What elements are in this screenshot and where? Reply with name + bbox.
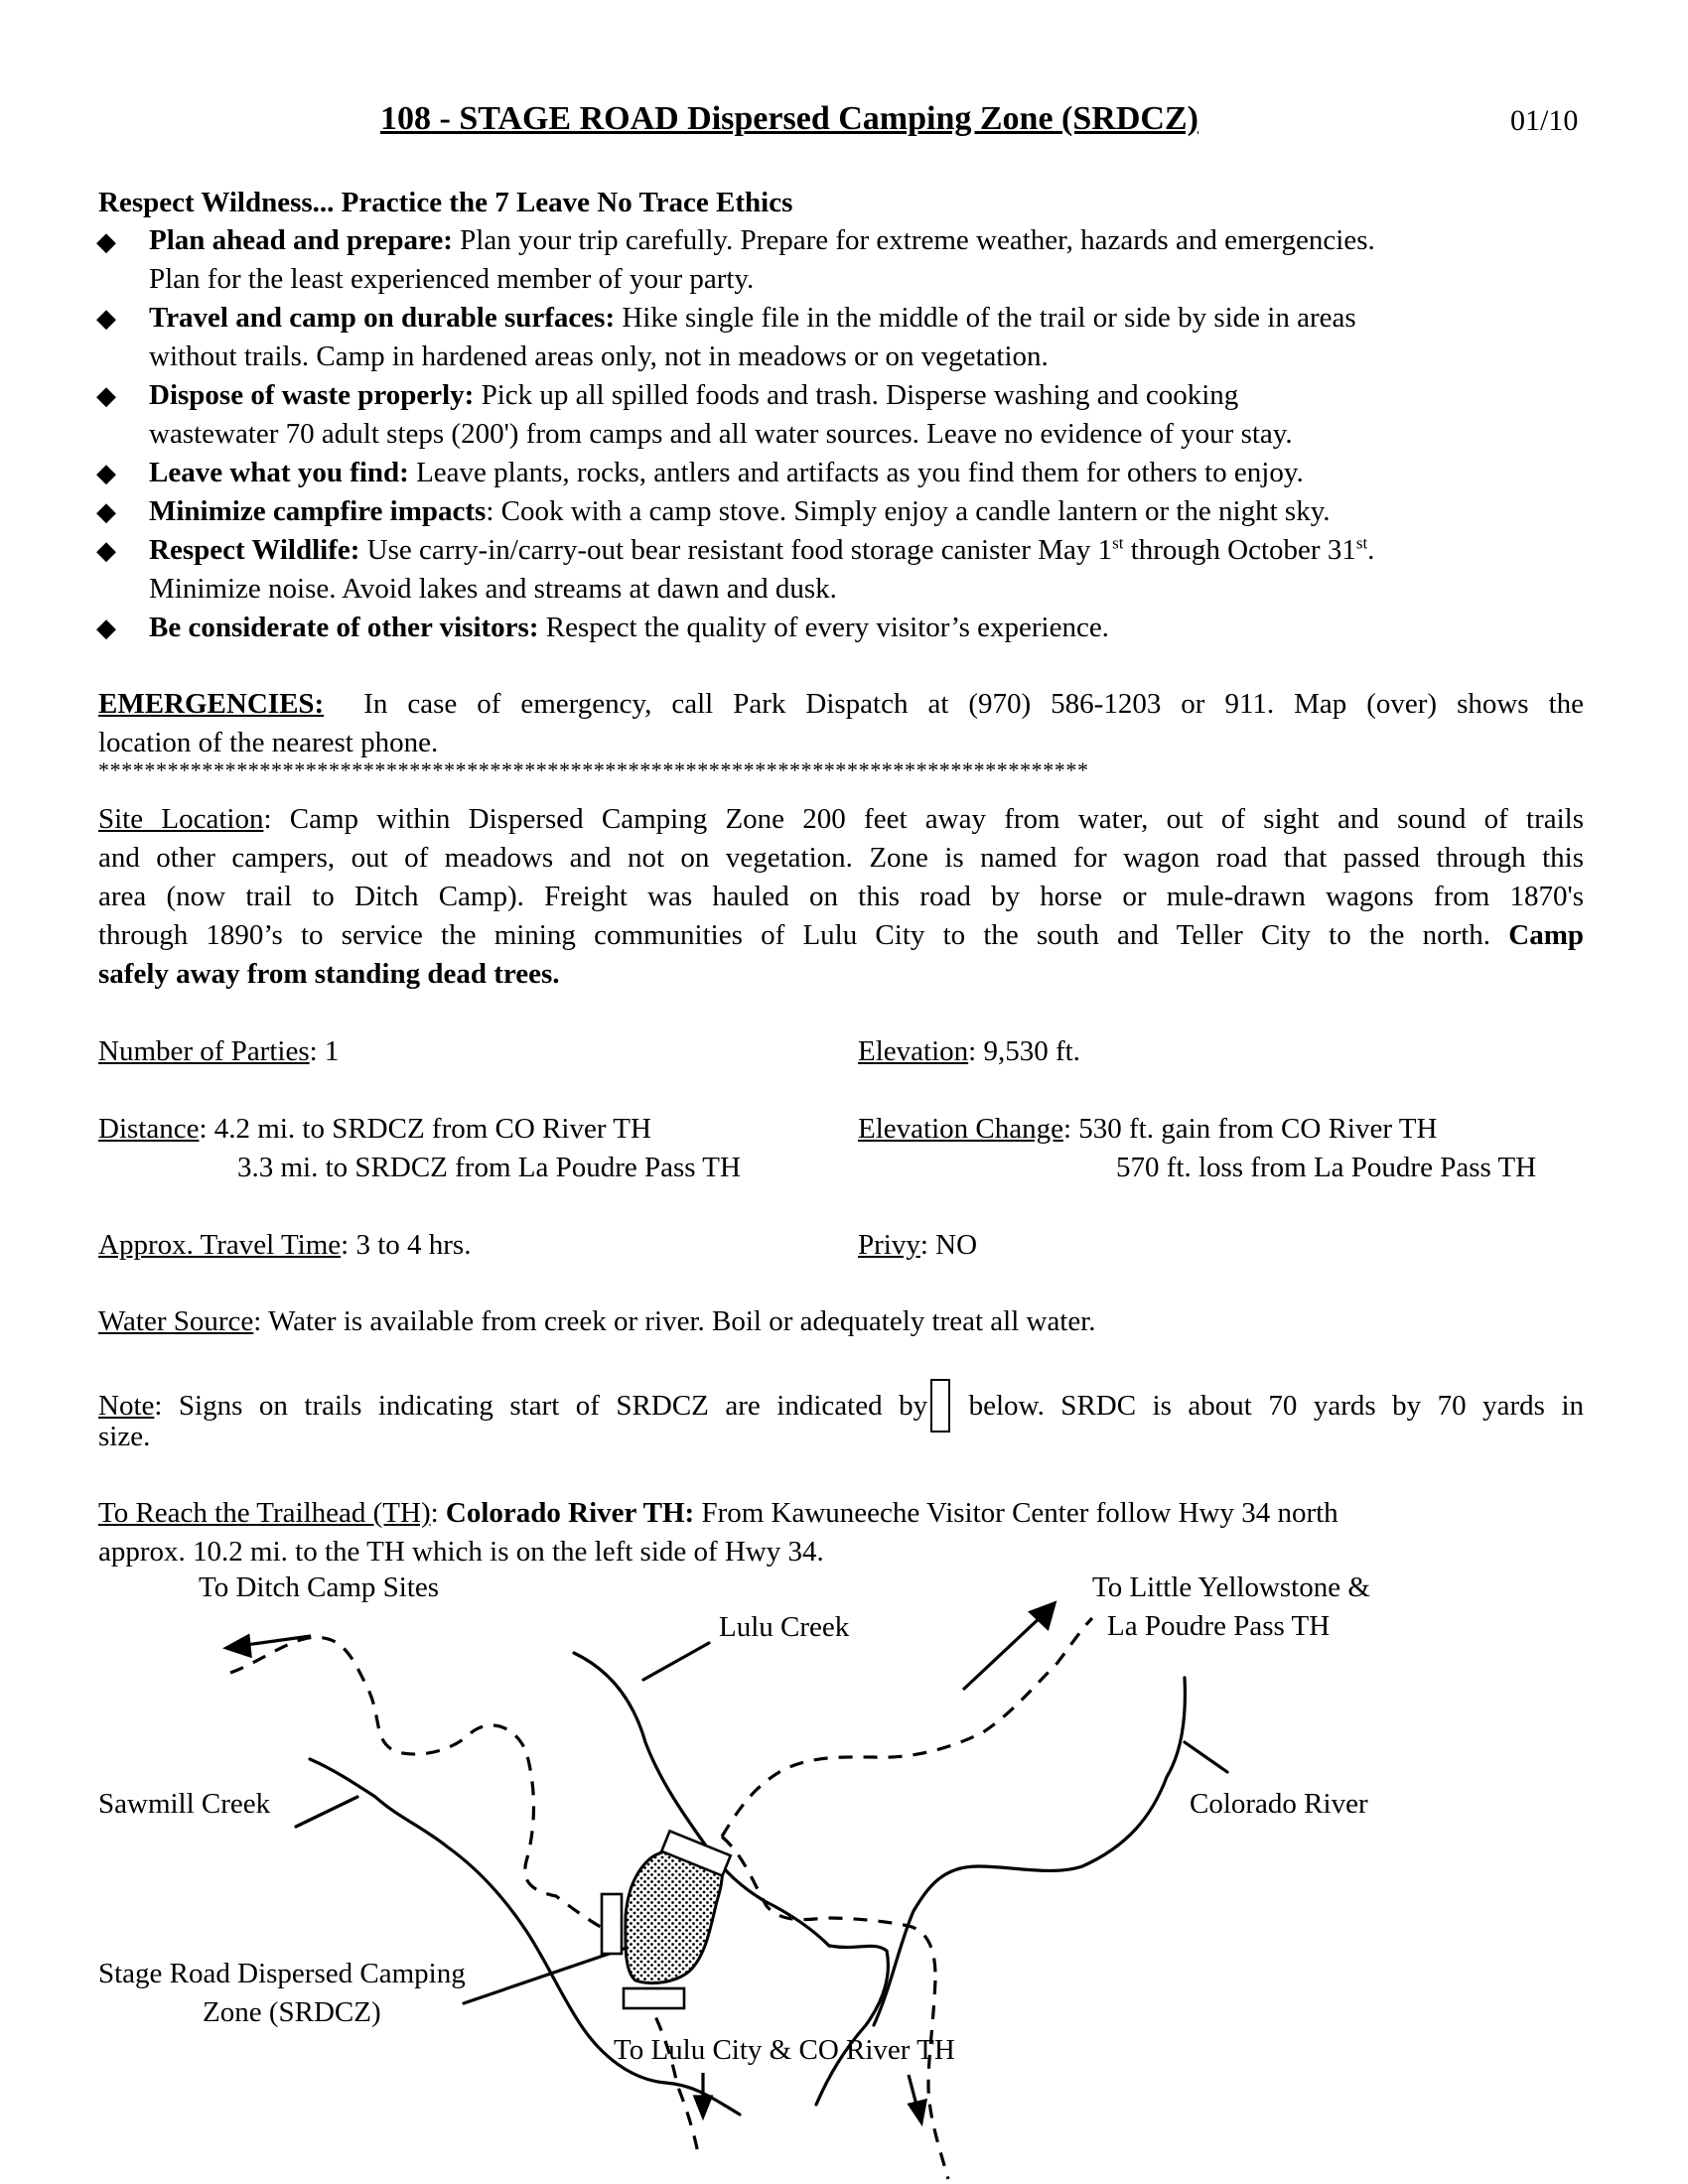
elevation-value: : 9,530 ft.	[968, 1035, 1080, 1067]
ethics-item-text: Plan your trip carefully. Prepare for extreme weather, hazards and emergencies.	[452, 224, 1375, 256]
bullet-icon: ◆	[96, 497, 116, 526]
map-label-colorado-river: Colorado River	[1190, 1788, 1368, 1820]
ethics-item-text: Plan for the least experienced member of your party.	[149, 263, 755, 295]
ethics-item-text: Use carry-in/carry-out bear resistant food storage canister May 1	[359, 534, 1113, 566]
travel-time-value: : 3 to 4 hrs.	[341, 1229, 472, 1261]
ditch-camp-trail	[230, 1637, 618, 1936]
note-text: below. SRDC is about 70 yards by 70 yards in	[952, 1390, 1584, 1422]
elevation-change-value: : 530 ft. gain from CO River TH	[1062, 1113, 1438, 1145]
trailhead-name: Colorado River TH:	[445, 1497, 695, 1529]
ethics-item-text: wastewater 70 adult steps (200') from camps and all water sources. Leave no evidence of your stay.	[149, 418, 1293, 450]
trail-sign-icon	[602, 1894, 622, 1954]
water-source-label: Water Source	[98, 1305, 254, 1337]
site-location-text: and other campers, out of meadows and not on vegetation. Zone is named for wagon road that passed through this	[98, 842, 1584, 874]
map-label-srdcz: Stage Road Dispersed Camping	[98, 1958, 466, 1989]
co-river-trail	[928, 1980, 948, 2179]
ethics-item-label: Dispose of waste properly:	[149, 379, 475, 411]
lulu-creek-leader	[643, 1643, 709, 1680]
ethics-item-label: Be considerate of other visitors:	[149, 612, 539, 643]
revision-date: 01/10	[1510, 104, 1579, 137]
colorado-river-leader	[1185, 1742, 1227, 1772]
ethics-item-label: Travel and camp on durable surfaces:	[149, 302, 616, 334]
bullet-icon: ◆	[96, 227, 116, 256]
page-title: 108 - STAGE ROAD Dispersed Camping Zone (SRDCZ)	[380, 100, 1198, 137]
bullet-icon: ◆	[96, 381, 116, 410]
section-divider: **************************************************************************************	[98, 757, 1089, 782]
lulu-city-trail	[645, 1995, 699, 2159]
privy-label: Privy	[858, 1229, 920, 1261]
site-location-warning: Camp	[1508, 919, 1585, 951]
trailhead-directions: From Kawuneeche Visitor Center follow Hwy 34 north	[694, 1497, 1338, 1529]
ordinal-suffix: st	[1112, 533, 1124, 553]
note-text: : Signs on trails indicating start of SRDCZ are indicated by	[154, 1390, 928, 1422]
sawmill-creek-leader	[296, 1797, 357, 1827]
colorado-river-line	[874, 1678, 1185, 2025]
trailhead-separator: :	[430, 1497, 446, 1529]
little-yellowstone-trail	[722, 1618, 1092, 1837]
elevation-label: Elevation	[858, 1035, 969, 1067]
site-location-label: Site Location	[98, 803, 264, 835]
site-location-text: through 1890’s to service the mining communities of Lulu City to the south and Teller City to the north.	[98, 919, 1491, 951]
ethics-item-text: Hike single file in the middle of the trail or side by side in areas	[615, 302, 1356, 334]
ordinal-suffix: st	[1355, 533, 1368, 553]
ethics-heading: Respect Wildness... Practice the 7 Leave No Trace Ethics	[98, 187, 793, 218]
co-river-arrow-icon	[910, 2101, 925, 2122]
note-label: Note	[98, 1390, 155, 1422]
trailhead-directions: approx. 10.2 mi. to the TH which is on the left side of Hwy 34.	[98, 1536, 824, 1568]
ethics-item-text: Leave plants, rocks, antlers and artifacts as you find them for others to enjoy.	[408, 457, 1304, 488]
bullet-icon: ◆	[96, 459, 116, 487]
ethics-item-text: Respect the quality of every visitor’s experience.	[538, 612, 1109, 643]
ethics-item-label: Minimize campfire impacts	[149, 495, 487, 527]
ethics-item-text: : Cook with a camp stove. Simply enjoy a candle lantern or the night sky.	[486, 495, 1331, 527]
map-label-little-yellowstone: To Little Yellowstone &	[1092, 1571, 1370, 1603]
distance-value: 3.3 mi. to SRDCZ from La Poudre Pass TH	[237, 1152, 741, 1183]
site-location-text: area (now trail to Ditch Camp). Freight was hauled on this road by horse or mule-drawn wagons from 1870's	[98, 881, 1584, 912]
lulu-city-arrow-icon	[695, 2097, 711, 2116]
bullet-icon: ◆	[96, 614, 116, 642]
emergencies-text: In case of emergency, call Park Dispatch at (970) 586-1203 or 911. Map (over) shows the	[363, 688, 1585, 720]
water-source-value: : Water is available from creek or river. Boil or adequately treat all water.	[253, 1305, 1096, 1337]
ethics-item-label: Leave what you find:	[149, 457, 409, 488]
ethics-item-label: Plan ahead and prepare:	[149, 224, 453, 256]
ethics-item-label: Respect Wildlife:	[149, 534, 360, 566]
trail-sign-icon	[624, 1988, 684, 2008]
map-label-sawmill-creek: Sawmill Creek	[98, 1788, 271, 1820]
emergencies-text: location of the nearest phone.	[98, 727, 439, 758]
parties-label: Number of Parties	[98, 1035, 310, 1067]
map-label-srdcz-abbrev: Zone (SRDCZ)	[203, 1996, 381, 2028]
little-yellowstone-arrow-icon	[963, 1615, 1043, 1690]
parties-value: : 1	[309, 1035, 340, 1067]
site-location-text: : Camp within Dispersed Camping Zone 200 feet away from water, out of sight and sound of trails	[263, 803, 1585, 835]
ethics-item-text: Pick up all spilled foods and trash. Disperse washing and cooking	[474, 379, 1239, 411]
map-label-ditch-camp: To Ditch Camp Sites	[199, 1571, 440, 1603]
distance-value: : 4.2 mi. to SRDCZ from CO River TH	[199, 1113, 651, 1145]
ethics-item-text: without trails. Camp in hardened areas only, not in meadows or on vegetation.	[149, 341, 1049, 372]
bullet-icon: ◆	[96, 304, 116, 333]
elevation-change-label: Elevation Change	[858, 1113, 1063, 1145]
site-location-warning: safely away from standing dead trees.	[98, 958, 560, 990]
trailhead-label: To Reach the Trailhead (TH)	[98, 1497, 431, 1529]
river-trail-loop	[722, 1837, 935, 1976]
elevation-change-value: 570 ft. loss from La Poudre Pass TH	[1116, 1152, 1537, 1183]
distance-label: Distance	[98, 1113, 200, 1145]
map-label-lulu-city: To Lulu City & CO River TH	[614, 2034, 955, 2066]
emergencies-label: EMERGENCIES:	[98, 688, 325, 720]
ethics-item-text: .	[1367, 534, 1375, 566]
map-label-la-poudre-pass: La Poudre Pass TH	[1107, 1610, 1331, 1642]
note-text: size.	[98, 1421, 151, 1452]
bullet-icon: ◆	[96, 536, 116, 565]
privy-value: : NO	[919, 1229, 978, 1261]
travel-time-label: Approx. Travel Time	[98, 1229, 342, 1261]
ditch-camp-arrow-icon	[226, 1636, 250, 1656]
ethics-item-text: through October 31	[1123, 534, 1356, 566]
map-label-lulu-creek: Lulu Creek	[719, 1611, 850, 1643]
ethics-item-text: Minimize noise. Avoid lakes and streams at dawn and dusk.	[149, 573, 837, 605]
